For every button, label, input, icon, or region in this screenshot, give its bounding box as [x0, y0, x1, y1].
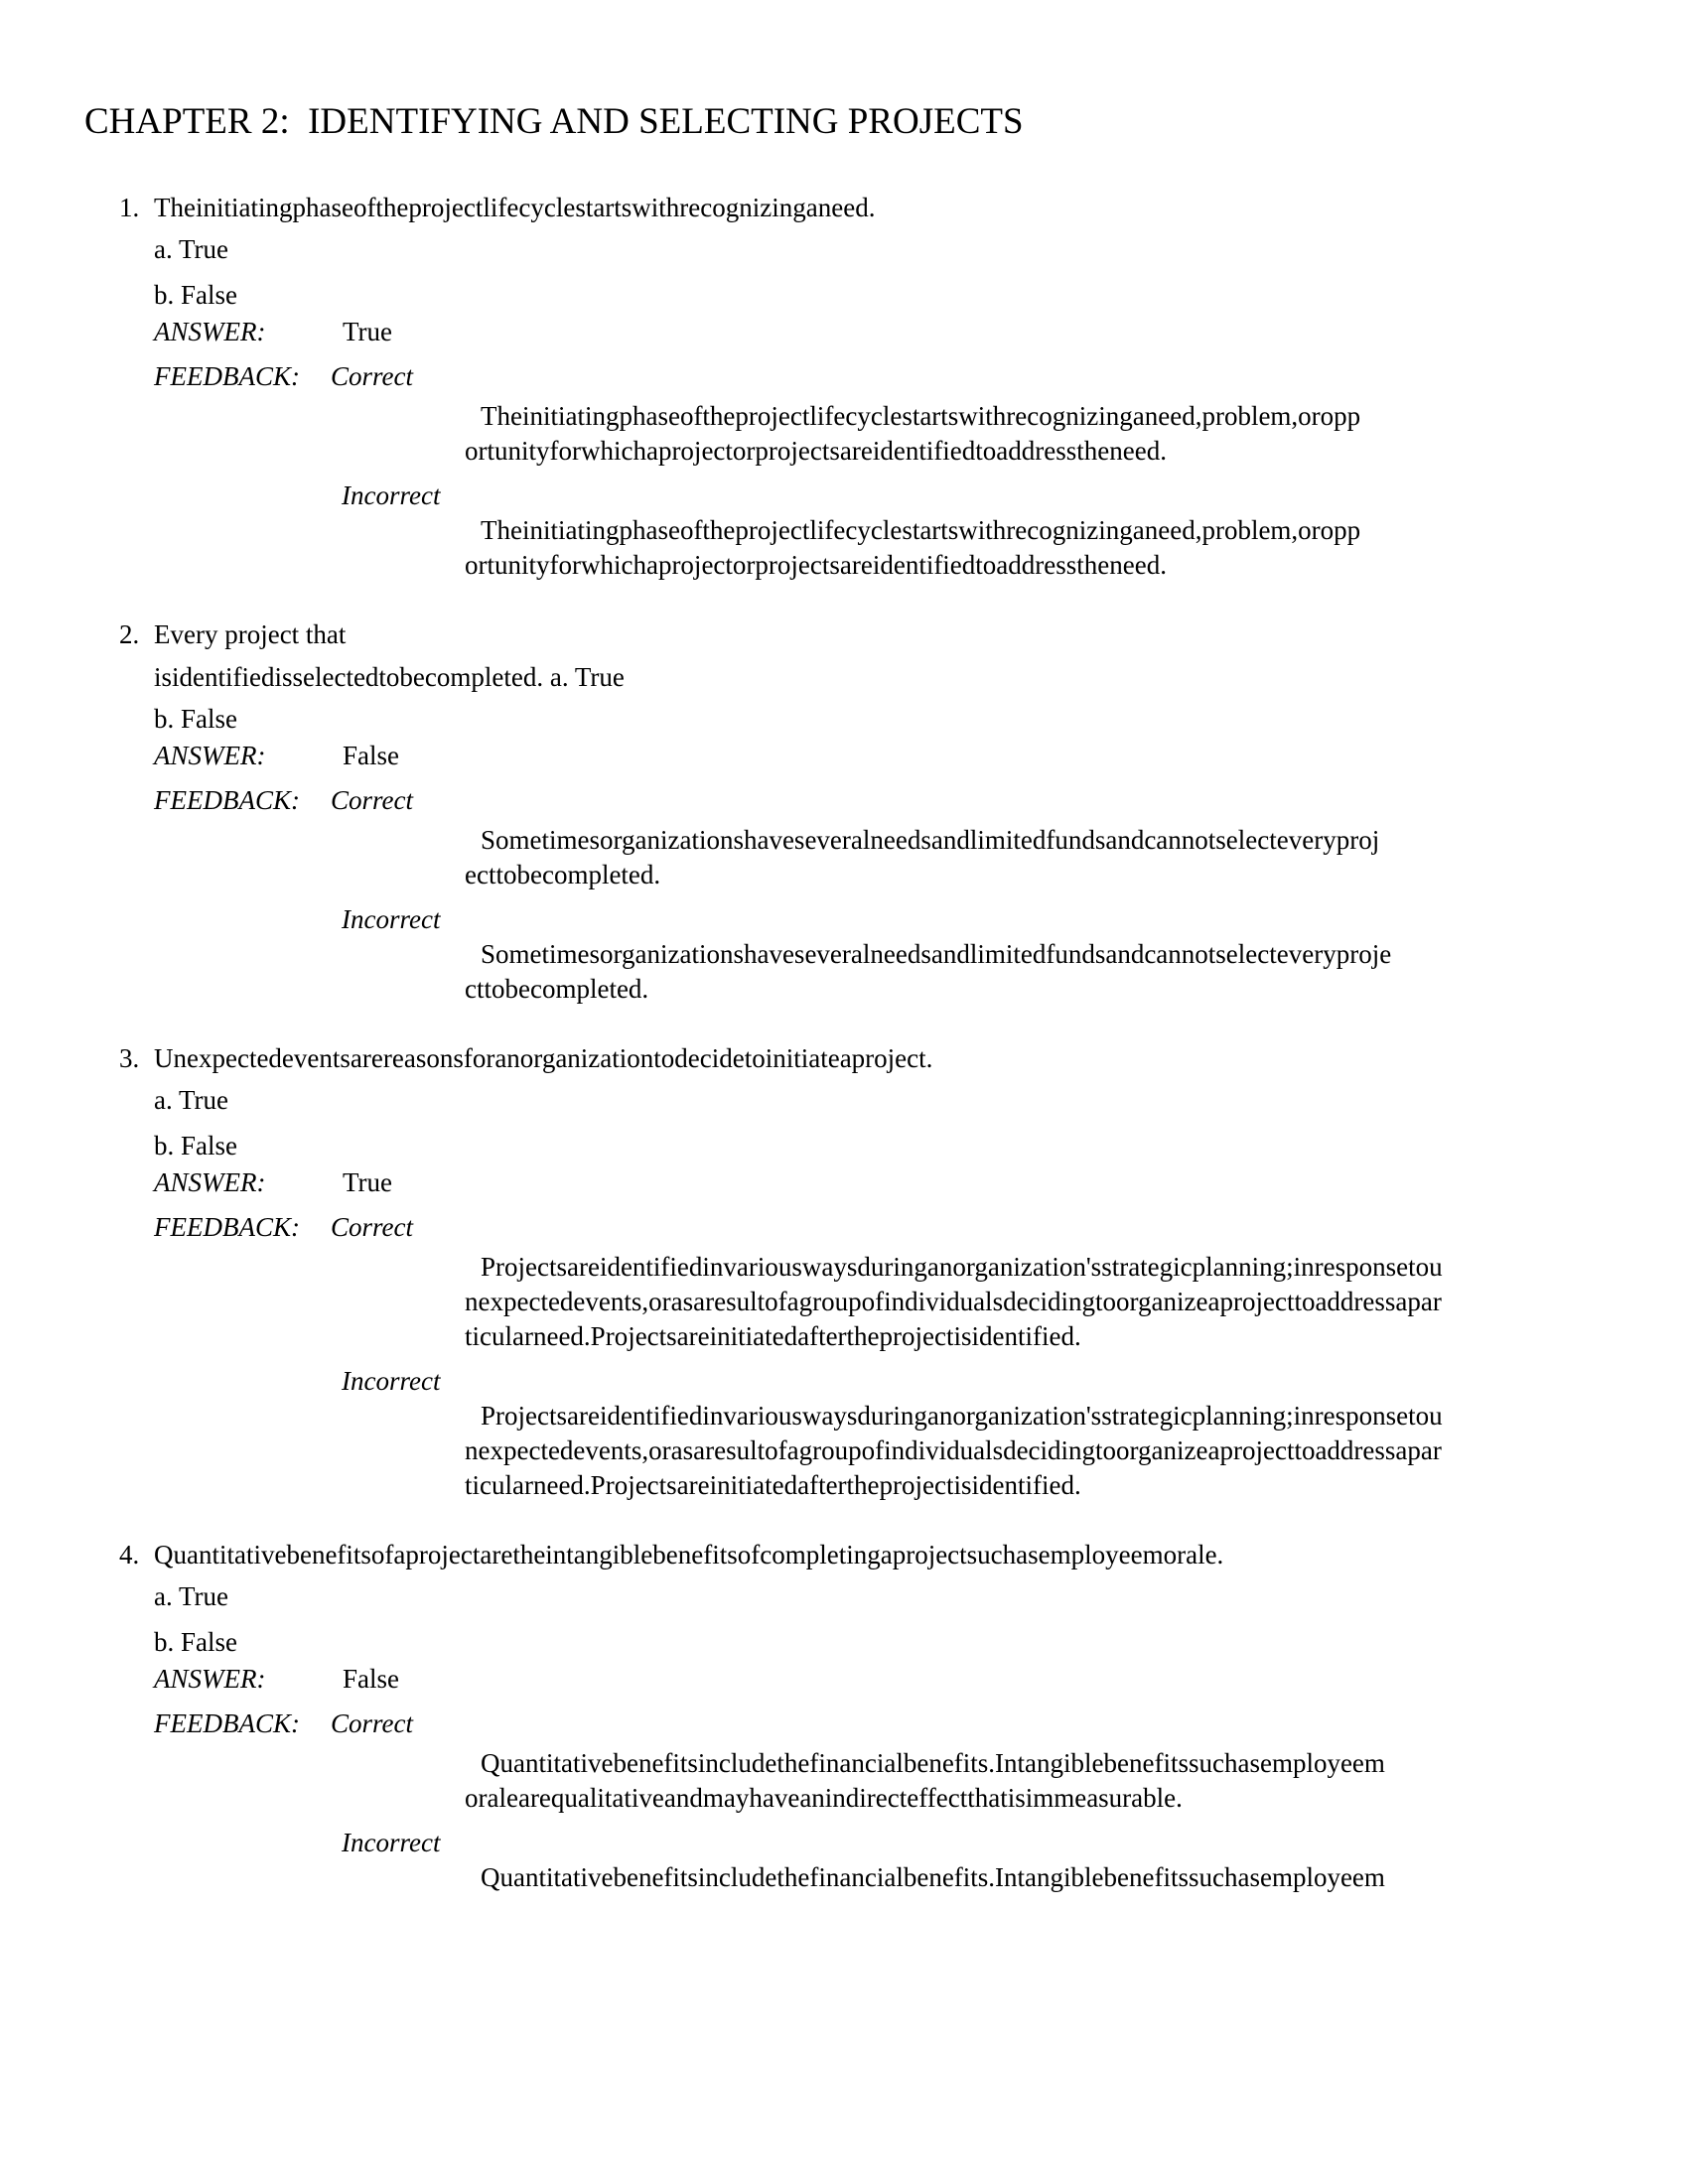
answer-label: ANSWER: — [154, 741, 266, 770]
answer-option: b. False — [154, 1627, 237, 1657]
feedback-incorrect-text — [465, 1399, 1688, 1503]
question-block — [0, 1538, 1688, 1895]
feedback-section — [154, 1210, 1688, 1503]
feedback-line: oralearequalitativeandmayhaveanindirecteffectthatisimmeasurable. — [465, 1783, 1183, 1813]
question-block — [0, 191, 1688, 583]
answer-label: ANSWER: — [154, 317, 266, 346]
answer-option: a. True — [154, 1581, 229, 1611]
question-stem-line: isidentifiedisselectedtobecompleted. a. True — [154, 662, 625, 692]
question-stem — [119, 191, 1688, 225]
feedback-incorrect-text — [465, 513, 1688, 583]
question-stem — [119, 1041, 1688, 1076]
answer-option: a. True — [154, 1085, 229, 1115]
question-number: 1. — [119, 193, 140, 222]
feedback-label: FEEDBACK: — [154, 361, 300, 391]
feedback-correct-label: Correct — [331, 1212, 413, 1242]
answer-option: a. True — [154, 234, 229, 264]
question-number: 3. — [119, 1043, 140, 1073]
question-stem-line: Theinitiatingphaseoftheprojectlifecyclestartswithrecognizinganeed. — [154, 193, 876, 222]
feedback-line: nexpectedevents,orasaresultofagroupofindividualsdecidingtoorganizeaprojecttoaddressapar — [465, 1435, 1442, 1465]
feedback-incorrect-label: Incorrect — [342, 480, 441, 510]
answer-row — [154, 1165, 1688, 1200]
feedback-line: ortunityforwhichaprojectorprojectsareidentifiedtoaddresstheneed. — [465, 436, 1167, 466]
feedback-label: FEEDBACK: — [154, 1212, 300, 1242]
answer-option: b. False — [154, 1131, 237, 1160]
feedback-line: Quantitativebenefitsincludethefinancialbenefits.Intangiblebenefitssuchasemployeem — [481, 1862, 1385, 1892]
question-number: 2. — [119, 619, 140, 649]
answer-option: b. False — [154, 280, 237, 310]
feedback-correct-label: Correct — [331, 361, 413, 391]
feedback-line: Sometimesorganizationshaveseveralneedsandlimitedfundsandcannotselecteveryproje — [481, 939, 1392, 969]
feedback-incorrect-text — [465, 1860, 1688, 1895]
feedback-line: ticularneed.Projectsareinitiatedaftertheprojectisidentified. — [465, 1321, 1081, 1351]
answer-value: True — [343, 1167, 393, 1197]
questions — [0, 191, 1688, 1895]
feedback-line: cttobecompleted. — [465, 974, 649, 1004]
answer-row — [154, 315, 1688, 349]
feedback-line: Sometimesorganizationshaveseveralneedsandlimitedfundsandcannotselecteveryproj — [481, 825, 1380, 855]
feedback-label: FEEDBACK: — [154, 785, 300, 815]
feedback-label: FEEDBACK: — [154, 1708, 300, 1738]
feedback-correct-label: Correct — [331, 785, 413, 815]
question-options — [154, 1083, 1688, 1163]
feedback-line: ticularneed.Projectsareinitiatedaftertheprojectisidentified. — [465, 1470, 1081, 1500]
question-text — [154, 1538, 1688, 1572]
feedback-body — [331, 1706, 1688, 1895]
feedback-line: nexpectedevents,orasaresultofagroupofindividualsdecidingtoorganizeaprojecttoaddressapar — [465, 1287, 1442, 1316]
feedback-correct-text — [465, 823, 1688, 892]
answer-label: ANSWER: — [154, 1167, 266, 1197]
answer-row — [154, 739, 1688, 773]
feedback-line: ecttobecompleted. — [465, 860, 661, 889]
chapter-title: CHAPTER 2: IDENTIFYING AND SELECTING PROJECTS — [84, 101, 1024, 142]
feedback-correct-text — [465, 399, 1688, 469]
question-options — [154, 702, 1688, 737]
feedback-line: Projectsareidentifiedinvariouswaysduringanorganization'sstrategicplanning;inresponsetou — [481, 1252, 1443, 1282]
answer-option: b. False — [154, 704, 237, 734]
answer-row — [154, 1662, 1688, 1697]
question-stem-line: Unexpectedeventsarereasonsforanorganizationtodecidetoinitiateaproject. — [154, 1043, 933, 1073]
feedback-line: ortunityforwhichaprojectorprojectsareidentifiedtoaddresstheneed. — [465, 550, 1167, 580]
question-text — [154, 617, 1688, 695]
feedback-section — [154, 783, 1688, 1007]
feedback-line: Quantitativebenefitsincludethefinancialbenefits.Intangiblebenefitssuchasemployeem — [481, 1748, 1385, 1778]
question-block — [0, 1041, 1688, 1503]
feedback-incorrect-text — [465, 937, 1688, 1007]
question-options — [154, 232, 1688, 313]
question-block — [0, 617, 1688, 1007]
feedback-incorrect-label: Incorrect — [342, 904, 441, 934]
question-stem — [119, 1538, 1688, 1572]
feedback-body — [331, 783, 1688, 1007]
feedback-section — [154, 359, 1688, 583]
feedback-incorrect-label: Incorrect — [342, 1366, 441, 1396]
question-text — [154, 191, 1688, 225]
feedback-line: Projectsareidentifiedinvariouswaysduringanorganization'sstrategicplanning;inresponsetou — [481, 1401, 1443, 1431]
question-stem-line: Every project that — [154, 619, 347, 649]
feedback-section — [154, 1706, 1688, 1895]
answer-label: ANSWER: — [154, 1664, 266, 1694]
question-stem — [119, 617, 1688, 695]
feedback-line: Theinitiatingphaseoftheprojectlifecyclestartswithrecognizinganeed,problem,oropp — [481, 515, 1361, 545]
answer-value: True — [343, 317, 393, 346]
answer-value: False — [343, 1664, 399, 1694]
question-number: 4. — [119, 1540, 140, 1570]
feedback-body — [331, 1210, 1688, 1503]
feedback-correct-text — [465, 1746, 1688, 1816]
question-stem-line: Quantitativebenefitsofaprojectaretheintangiblebenefitsofcompletingaprojectsuchasemployeemorale. — [154, 1540, 1224, 1570]
feedback-correct-text — [465, 1250, 1688, 1354]
question-text — [154, 1041, 1688, 1076]
feedback-line: Theinitiatingphaseoftheprojectlifecyclestartswithrecognizinganeed,problem,oropp — [481, 401, 1361, 431]
answer-value: False — [343, 741, 399, 770]
feedback-correct-label: Correct — [331, 1708, 413, 1738]
feedback-body — [331, 359, 1688, 583]
question-options — [154, 1579, 1688, 1660]
feedback-incorrect-label: Incorrect — [342, 1828, 441, 1857]
